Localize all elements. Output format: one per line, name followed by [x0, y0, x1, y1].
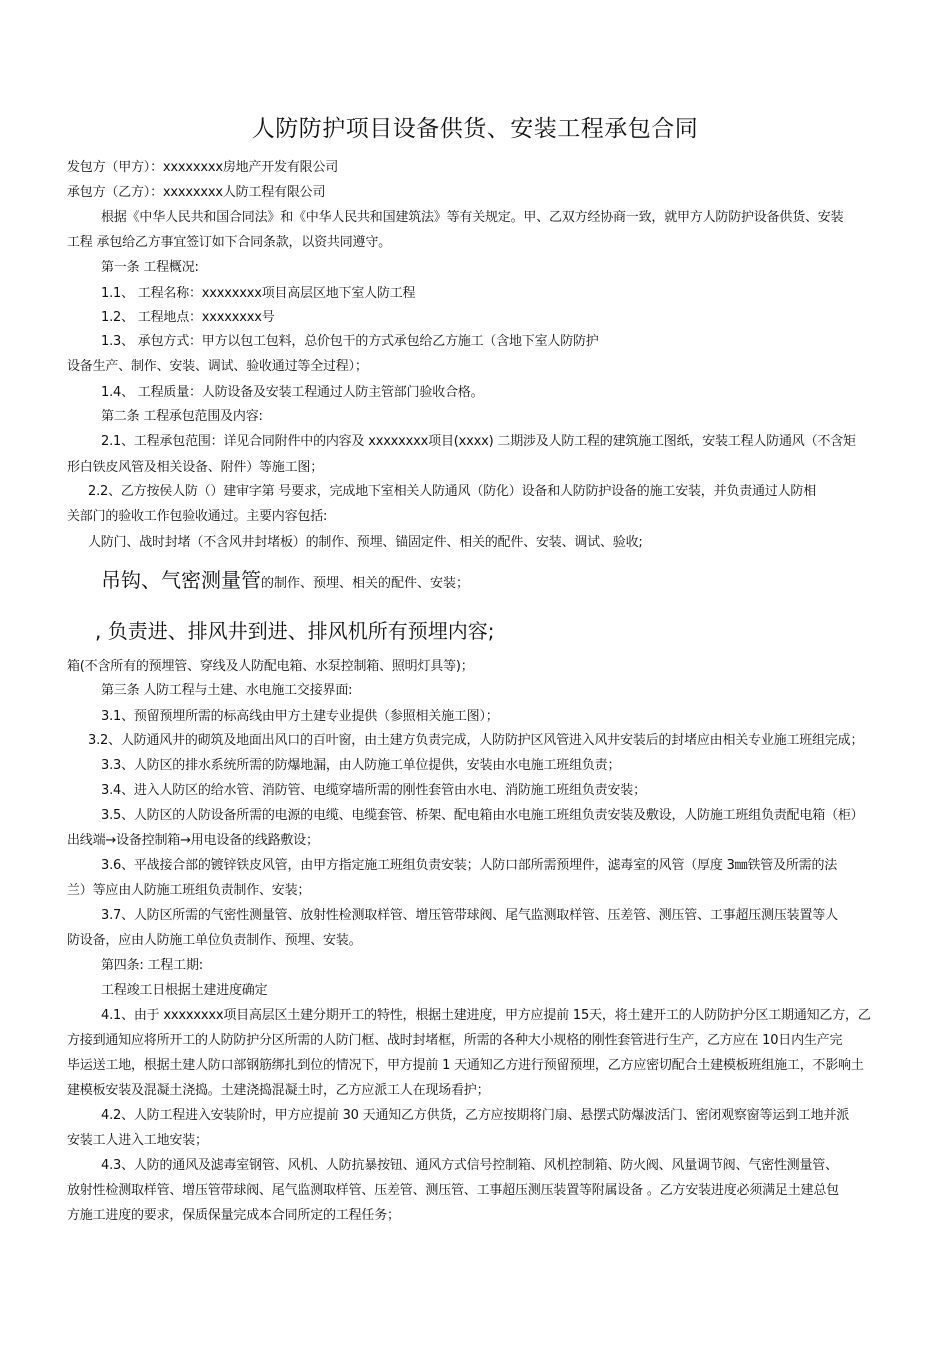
article-3-line: 3.2、人防通风井的砌筑及地面出风口的百叶窗，由土建方负责完成，人防防护区风管进入风井安装后的封堵应由相关专业施工班组完成； — [88, 733, 864, 748]
article-2-large-line: , 负责进、排风井到进、排风机所有预埋内容; — [95, 619, 495, 643]
article-4-line: 方接到通知应将所开工的人防防护分区所需的人防门框、战时封堵框，所需的各种大小规格的刚性套管进行生产，乙方应在 10日内生产完 — [67, 1033, 843, 1048]
article-4-line: 建模板安装及混凝土浇捣。土建浇捣混凝土时，乙方应派工人在现场看护； — [67, 1083, 490, 1098]
article-2-heading: 第二条 工程承包范围及内容: — [101, 409, 263, 424]
article-3-line: 3.7、人防区所需的气密性测量管、放射性检测取样管、增压管带球阀、尾气监测取样管、压差管、测压管、工事超压测压装置等人 — [101, 908, 838, 923]
article-1-item: 1.3、 承包方式：甲方以包工包料，总价包干的方式承包给乙方施工（含地下室人防防护 — [101, 334, 599, 349]
article-4-line: 安装工人进入工地安装； — [67, 1133, 208, 1148]
article-4-line: 放射性检测取样管、增压管带球阀、尾气监测取样管、压差管、测压管、工事超压测压装置等附属设备 。乙方安装进度必须满足土建总包 — [67, 1183, 839, 1198]
article-2-line: 人防门、战时封堵（不含风井封堵板）的制作、预埋、锚固定件、相关的配件、安装、调试、验收; — [88, 535, 643, 550]
hook-airtight-pipe-text: 吊钩、气密测量管 — [101, 568, 261, 592]
article-3-line: 兰）等应由人防施工班组负责制作、安装； — [67, 883, 311, 898]
article-4-line: 毕运送工地，根据土建人防口部钢筋绑扎到位的情况下，甲方提前 1 天通知乙方进行预留预埋，乙方应密切配合土建模板班组施工，不影响土 — [67, 1058, 864, 1073]
article-3-line: 3.1、预留预埋所需的标高线由甲方土建专业提供（参照相关施工图）； — [101, 709, 499, 724]
article-1-item: 设备生产、制作、安装、调试、验收通过等全过程）； — [67, 359, 368, 374]
article-2-line: 2.1、工程承包范围：详见合同附件中的内容及 xxxxxxxx项目(xxxx) 二期涉及人防工程的建筑施工图纸，安装工程人防通风（不含矩 — [101, 434, 856, 449]
article-4-line: 4.3、人防的通风及滤毒室钢管、风机、人防抗暴按钮、通风方式信号控制箱、风机控制箱、防火阀、风量调节阀、气密性测量管、 — [101, 1158, 838, 1173]
intro-line: 根据《中华人民共和国合同法》和《中华人民共和国建筑法》等有关规定。甲、乙双方经协商一致，就甲方人防防护设备供货、安装 — [101, 210, 844, 225]
article-1-item: 1.4、 工程质量：人防设备及安装工程通过人防主管部门验收合格。 — [101, 385, 484, 400]
intro-line: 工程 承包给乙方事宜签订如下合同条款，以资共同遵守。 — [67, 235, 391, 250]
article-1-heading: 第一条 工程概况: — [101, 260, 199, 275]
article-3-line: 3.3、人防区的排水系统所需的防爆地漏，由人防施工单位提供，安装由水电施工班组负责； — [101, 758, 621, 773]
article-1-item: 1.1、 工程名称：xxxxxxxx项目高层区地下室人防工程 — [101, 286, 416, 301]
article-3-heading: 第三条 人防工程与土建、水电施工交接界面: — [101, 683, 353, 698]
article-2-line: 关部门的验收工作包验收通过。主要内容包括: — [67, 509, 328, 524]
article-2-line: 2.2、乙方按侯人防（）建审字第 号要求，完成地下室相关人防通风（防化）设备和人防防护设备的施工安装，并负责通过人防相 — [88, 484, 817, 499]
article-4-line: 4.1、由于 xxxxxxxx项目高层区土建分期开工的特性，根据土建进度，甲方应提前 15天，将土建开工的人防防护分区工期通知乙方，乙 — [101, 1008, 871, 1023]
article-2-line: 箱(不含所有的预埋管、穿线及人防配电箱、水泵控制箱、照明灯具等)； — [67, 659, 474, 674]
document-title: 人防防护项目设备供货、安装工程承包合同 — [251, 116, 699, 142]
article-4-heading: 第四条: 工程工期: — [101, 958, 203, 973]
article-1-item: 1.2、 工程地点：xxxxxxxx号 — [101, 310, 275, 325]
article-4-subheading: 工程竣工日根据土建进度确定 — [101, 983, 268, 998]
article-3-line: 3.4、进入人防区的给水管、消防管、电缆穿墙所需的刚性套管由水电、消防施工班组负责安装； — [101, 783, 646, 798]
article-2-line: 形白铁皮风管及相关设备、附件）等施工图； — [67, 460, 324, 475]
article-3-line: 防设备，应由人防施工单位负责制作、预埋、安装。 — [67, 933, 362, 948]
party-b-line: 承包方（乙方）：xxxxxxxx人防工程有限公司 — [67, 185, 326, 200]
party-a-line: 发包方（甲方）：xxxxxxxx房地产开发有限公司 — [67, 160, 339, 175]
article-3-line: 出线端→设备控制箱→用电设备的线路敷设； — [67, 833, 319, 848]
article-4-line: 方施工进度的要求，保质保量完成本合同所定的工程任务； — [67, 1208, 400, 1223]
article-3-line: 3.5、人防区的人防设备所需的电源的电缆、电缆套管、桥架、配电箱由水电施工班组负责安装及敷设，人防施工班组负责配电箱（柜） — [101, 808, 864, 823]
article-2-large-line — [101, 566, 469, 598]
article-4-line: 4.2、人防工程进入安装阶时，甲方应提前 30 天通知乙方供货，乙方应按期将门扇、悬摆式防爆波活门、密闭观察窗等运到工地并派 — [101, 1108, 850, 1123]
article-3-line: 3.6、平战接合部的镀锌铁皮风管，由甲方指定施工班组负责安装；人防口部所需预埋件，滤毒室的风管（厚度 3㎜铁管及所需的法 — [101, 858, 838, 873]
hook-airtight-pipe-tail: 的制作、预埋、相关的配件、安装； — [261, 576, 470, 591]
